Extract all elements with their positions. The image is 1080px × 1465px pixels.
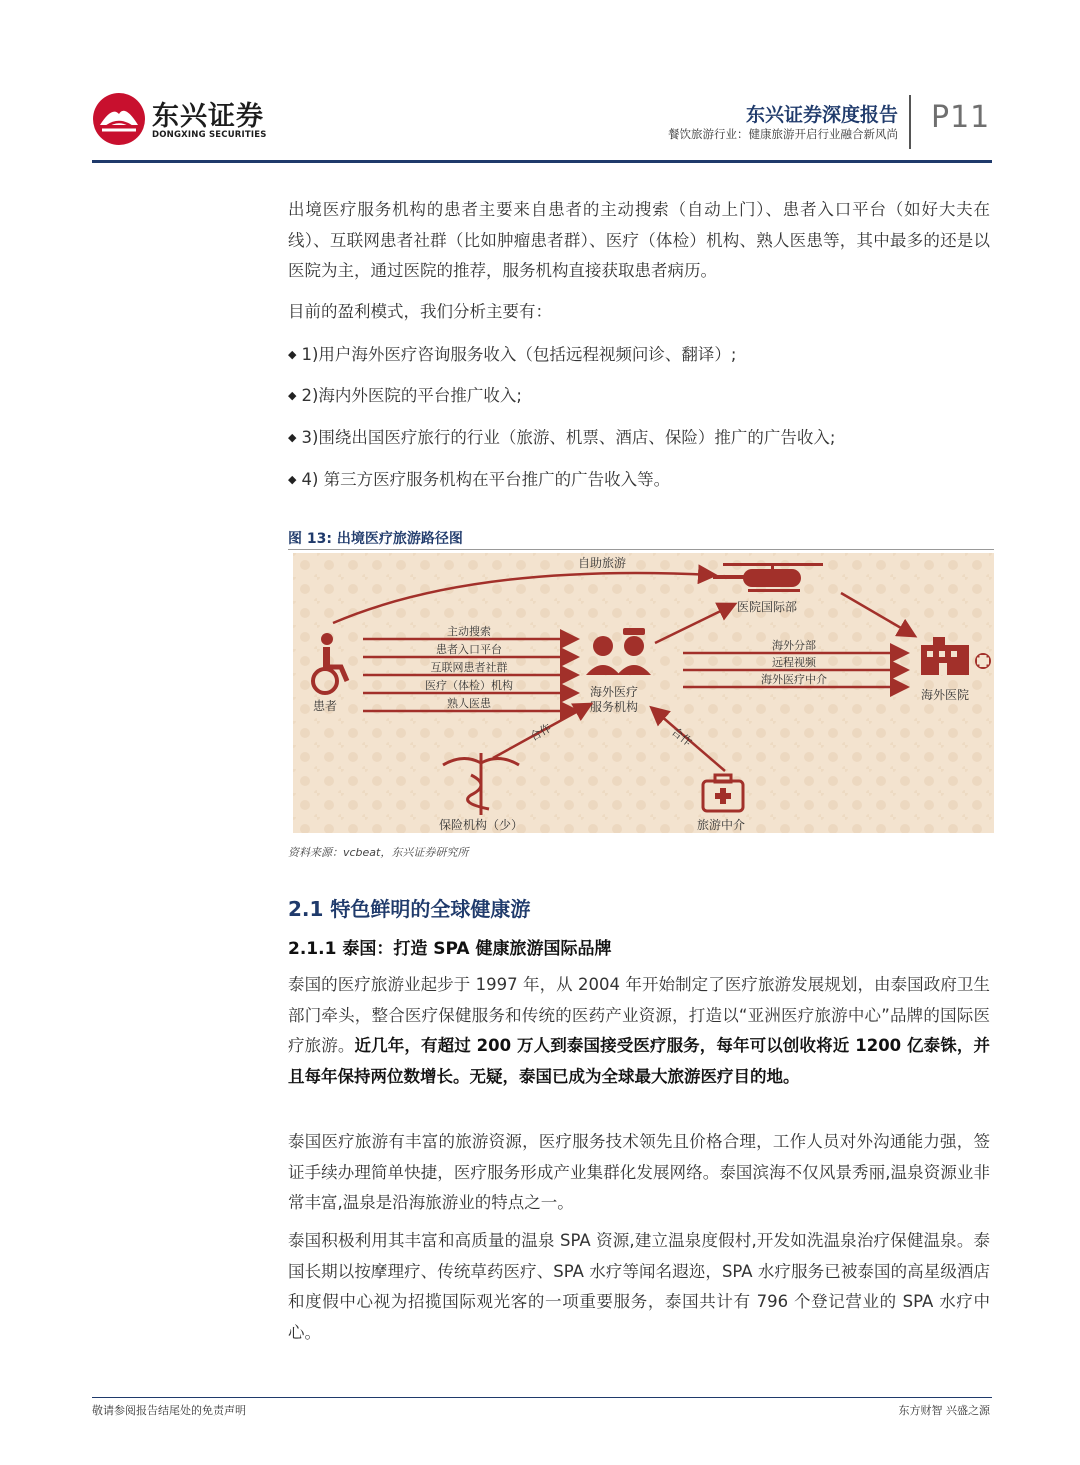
left-channel-label: 患者入口平台	[436, 643, 502, 656]
label-patient: 患者	[313, 699, 338, 713]
label-overseas-hospital: 海外医院	[921, 688, 970, 702]
footer-slogan: 东方财智 兴盛之源	[898, 1404, 990, 1417]
list-item: ◆ 1)用户海外医疗咨询服务收入（包括远程视频问诊、翻译）;	[288, 345, 737, 364]
list-item-text: 1)用户海外医疗咨询服务收入（包括远程视频问诊、翻译）;	[301, 345, 737, 364]
first-aid-kit-icon	[703, 775, 743, 811]
footer-rule	[92, 1397, 992, 1398]
logo-text-en: DONGXING SECURITIES	[152, 130, 267, 140]
list-item-text: 3)围绕出国医疗旅行的行业（旅游、机票、酒店、保险）推广的广告收入;	[301, 428, 836, 447]
page-number: P11	[931, 100, 991, 135]
figure-title: 图 13: 出境医疗旅游路径图	[288, 531, 463, 547]
label-center-institution: 海外医疗服务机构	[590, 685, 639, 714]
header-rule	[92, 160, 992, 163]
paragraph-highlight: 近几年，有超过 200 万人到泰国接受医疗服务，每年可以创收将近 1200 亿泰铢，并且每年保持两位数增长。无疑，泰国已成为全球最大旅游医疗目的地。	[288, 1036, 991, 1086]
right-channel-label: 远程视频	[772, 656, 816, 669]
report-subtitle: 餐饮旅游行业：健康旅游开启行业融合新风尚	[668, 127, 898, 141]
label-travel-agent: 旅游中介	[697, 818, 746, 832]
label-coop-right: 合作	[669, 725, 695, 749]
section-heading: 2.1 特色鲜明的全球健康游	[288, 897, 531, 921]
list-item-text: 2)海内外医院的平台推广收入;	[301, 386, 522, 405]
list-item: ◆ 2)海内外医院的平台推广收入;	[288, 386, 522, 405]
label-self-travel: 自助旅游	[578, 556, 627, 570]
right-channel-label: 海外分部	[772, 639, 816, 652]
paragraph-text: 泰国的医疗旅游业起步于 1997 年，从 2004 年开始制定了医疗旅游发展规划，由泰国政府卫生部门牵头，整合医疗保健服务和传统的医药产业资源，打造以“亚洲医疗旅游中心”品牌的国际医疗旅游。	[288, 975, 990, 1055]
paragraph-thailand-resources: 泰国医疗旅游有丰富的旅游资源，医疗服务技术领先且价格合理，工作人员对外沟通能力强，签证手续办理简单快捷，医疗服务形成产业集群化发展网络。泰国滨海不仅风景秀丽,温泉资源业非常丰富,温泉是沿海旅游业的特点之一。	[288, 1132, 990, 1212]
right-channel-label: 海外医疗中介	[761, 673, 827, 686]
figure-source: 资料来源：vcbeat，东兴证券研究所	[288, 846, 469, 859]
left-channel-label: 医疗（体检）机构	[425, 679, 513, 692]
subsection-heading: 2.1.1 泰国：打造 SPA 健康旅游国际品牌	[288, 939, 612, 959]
list-item: ◆ 3)围绕出国医疗旅行的行业（旅游、机票、酒店、保险）推广的广告收入;	[288, 428, 836, 447]
figure-rule	[288, 549, 994, 550]
paragraph-patient-sources: 出境医疗服务机构的患者主要来自患者的主动搜索（自动上门）、患者入口平台（如好大夫在线）、互联网患者社群（比如肿瘤患者群）、医疗（体检）机构、熟人医患等，其中最多的还是以医院为主，通过医院的推荐，服务机构直接获取患者病历。	[288, 200, 990, 280]
paragraph-thailand-intro	[288, 970, 990, 1092]
label-coop-left: 合作	[528, 721, 554, 744]
logo-text-cn: 东兴证券	[152, 101, 264, 132]
company-logo-icon	[92, 92, 146, 146]
paragraph-profit-intro: 目前的盈利模式，我们分析主要有：	[288, 302, 552, 321]
paragraph-thailand-spa: 泰国积极利用其丰富和高质量的温泉 SPA 资源,建立温泉度假村,开发如洗温泉治疗保健温泉。泰国长期以按摩理疗、传统草药医疗、SPA 水疗等闻名遐迩，SPA 水疗服务已被泰国的高星级酒店和度假中心视为招揽国际观光客的一项重要服务，泰国共计有 796 个登记营业的 SPA 水疗中心。	[288, 1231, 990, 1342]
left-channel-label: 熟人医患	[447, 697, 491, 710]
left-channel-label: 主动搜索	[447, 625, 491, 638]
list-item: ◆ 4) 第三方医疗服务机构在平台推广的广告收入等。	[288, 470, 671, 489]
medical-tourism-path-diagram	[293, 553, 994, 833]
list-item-text: 4) 第三方医疗服务机构在平台推广的广告收入等。	[301, 470, 671, 489]
left-channel-label: 互联网患者社群	[430, 661, 508, 674]
footer-disclaimer: 敬请参阅报告结尾处的免责声明	[92, 1404, 246, 1417]
report-title: 东兴证券深度报告	[745, 104, 898, 126]
header-separator	[909, 95, 911, 149]
label-insurance: 保险机构（少）	[439, 818, 524, 832]
label-hospital-intl: 医院国际部	[737, 600, 798, 614]
